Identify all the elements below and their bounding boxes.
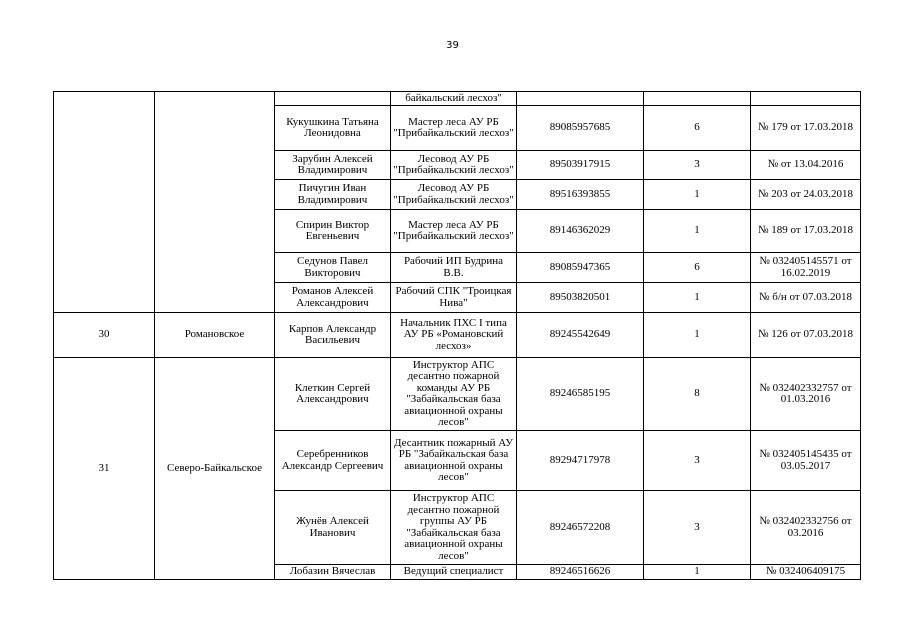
cell-count: 6 — [644, 253, 751, 283]
cell-doc: № 189 от 17.03.2018 — [751, 210, 861, 253]
cell-phone: 89085947365 — [517, 253, 644, 283]
cell-position: байкальский лесхоз" — [391, 92, 517, 106]
cell-phone: 89294717978 — [517, 431, 644, 491]
cell-name: Лобазин Вячеслав — [275, 565, 391, 580]
cell-name: Кукушкина Татьяна Леонидовна — [275, 106, 391, 151]
cell-doc: № 126 от 07.03.2018 — [751, 313, 861, 358]
cell-doc: № от 13.04.2016 — [751, 151, 861, 180]
cell-phone: 89246585195 — [517, 358, 644, 431]
page-number: 39 — [446, 40, 459, 51]
cell-settlement: Романовское — [155, 313, 275, 358]
cell-position: Ведущий специалист — [391, 565, 517, 580]
cell-position: Лесовод АУ РБ "Прибайкальский лесхоз" — [391, 151, 517, 180]
cell-position: Инструктор АПС десантно пожарной команды АУ РБ "Забайкальская база авиационной охраны лесов" — [391, 358, 517, 431]
cell-position: Инструктор АПС десантно пожарной группы АУ РБ "Забайкальская база авиационной охраны лесов" — [391, 491, 517, 565]
cell-doc: № 032406409175 — [751, 565, 861, 580]
cell-count: 3 — [644, 431, 751, 491]
cell-count — [644, 92, 751, 106]
cell-name — [275, 92, 391, 106]
cell-num: 31 — [54, 358, 155, 580]
cell-position: Начальник ПХС I типа АУ РБ «Романовский лесхоз» — [391, 313, 517, 358]
cell-count: 1 — [644, 210, 751, 253]
firefighters-table — [53, 91, 861, 580]
cell-count: 1 — [644, 313, 751, 358]
table-row — [54, 313, 861, 358]
cell-position: Рабочий ИП Будрина В.В. — [391, 253, 517, 283]
cell-position: Мастер леса АУ РБ "Прибайкальский лесхоз" — [391, 210, 517, 253]
cell-name: Жунёв Алексей Иванович — [275, 491, 391, 565]
cell-doc: № 032405145435 от 03.05.2017 — [751, 431, 861, 491]
cell-name: Пичугин Иван Владимирович — [275, 180, 391, 210]
cell-phone: 89503820501 — [517, 283, 644, 313]
cell-doc — [751, 92, 861, 106]
cell-count: 1 — [644, 565, 751, 580]
cell-phone: 89503917915 — [517, 151, 644, 180]
cell-position: Десантник пожарный АУ РБ "Забайкальская база авиационной охраны лесов" — [391, 431, 517, 491]
cell-phone: 89516393855 — [517, 180, 644, 210]
table-row — [54, 92, 861, 106]
cell-count: 1 — [644, 180, 751, 210]
table-row — [54, 358, 861, 431]
cell-count: 8 — [644, 358, 751, 431]
cell-doc: № 203 от 24.03.2018 — [751, 180, 861, 210]
cell-count: 1 — [644, 283, 751, 313]
cell-doc: № 032402332757 от 01.03.2016 — [751, 358, 861, 431]
cell-name: Карпов Александр Васильевич — [275, 313, 391, 358]
cell-count: 3 — [644, 151, 751, 180]
cell-name: Зарубин Алексей Владимирович — [275, 151, 391, 180]
cell-phone: 89245542649 — [517, 313, 644, 358]
cell-name: Серебренников Александр Сергеевич — [275, 431, 391, 491]
cell-doc: № 032405145571 от 16.02.2019 — [751, 253, 861, 283]
cell-name: Романов Алексей Александрович — [275, 283, 391, 313]
cell-count: 3 — [644, 491, 751, 565]
cell-phone: 89146362029 — [517, 210, 644, 253]
cell-name: Клеткин Сергей Александрович — [275, 358, 391, 431]
cell-phone — [517, 92, 644, 106]
cell-phone: 89246516626 — [517, 565, 644, 580]
cell-name: Седунов Павел Викторович — [275, 253, 391, 283]
cell-position: Мастер леса АУ РБ "Прибайкальский лесхоз" — [391, 106, 517, 151]
cell-position: Лесовод АУ РБ "Прибайкальский лесхоз" — [391, 180, 517, 210]
cell-settlement: Северо-Байкальское — [155, 358, 275, 580]
cell-doc: № б/н от 07.03.2018 — [751, 283, 861, 313]
cell-doc: № 032402332756 от 03.2016 — [751, 491, 861, 565]
cell-count: 6 — [644, 106, 751, 151]
cell-num — [54, 92, 155, 313]
cell-settlement — [155, 92, 275, 313]
cell-name: Спирин Виктор Евгеньевич — [275, 210, 391, 253]
cell-position: Рабочий СПК "Троицкая Нива" — [391, 283, 517, 313]
cell-doc: № 179 от 17.03.2018 — [751, 106, 861, 151]
cell-num: 30 — [54, 313, 155, 358]
cell-phone: 89246572208 — [517, 491, 644, 565]
cell-phone: 89085957685 — [517, 106, 644, 151]
